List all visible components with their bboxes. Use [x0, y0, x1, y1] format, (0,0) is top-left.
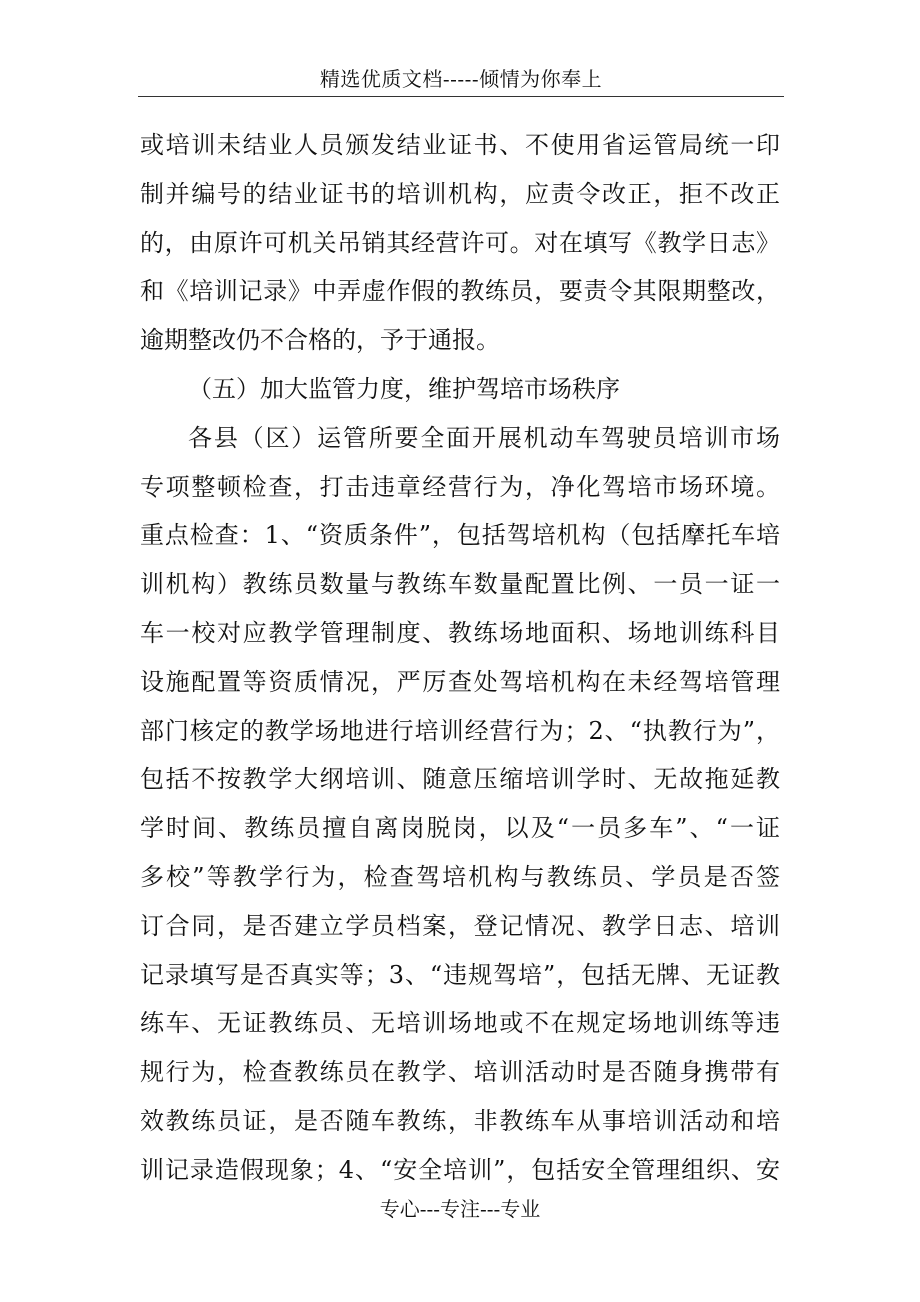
text-line: 专项整顿检查，打击违章经营行为，净化驾培市场环境。 [140, 472, 780, 501]
text-line: 记录填写是否真实等；3、“违规驾培”，包括无牌、无证教 [140, 960, 780, 989]
text-line: 部门核定的教学场地进行培训经营行为；2、“执教行为”， [140, 716, 780, 745]
text-line: 或培训未结业人员颁发结业证书、不使用省运管局统一印 [140, 131, 780, 159]
page-footer [0, 1196, 920, 1222]
text-line: 重点检查：1、“资质条件”，包括驾培机构（包括摩托车培 [140, 521, 780, 550]
text-line: 包括不按教学大纲培训、随意压缩培训学时、无故拖延教 [140, 765, 780, 794]
text-line: 各县（区）运管所要全面开展机动车驾驶员培训市场 [188, 423, 780, 452]
section-heading: （五）加大监管力度，维护驾培市场秩序 [188, 374, 620, 403]
text-line: 和《培训记录》中弄虚作假的教练员，要责令其限期整改， [140, 277, 780, 306]
text-line: 的，由原许可机关吊销其经营许可。对在填写《教学日志》 [140, 228, 780, 257]
header-text: 精选优质文档-----倾情为你奉上 [319, 67, 603, 91]
text-line: 学时间、教练员擅自离岗脱岗，以及“一员多车”、“一证 [140, 814, 780, 843]
text-line: 订合同，是否建立学员档案，登记情况、教学日志、培训 [140, 911, 780, 940]
page-header [138, 66, 784, 97]
text-line: 多校”等教学行为，检查驾培机构与教练员、学员是否签 [140, 862, 780, 891]
document-body [140, 121, 780, 1195]
text-line: 车一校对应教学管理制度、教练场地面积、场地训练科目 [140, 618, 780, 647]
text-line: 训机构）教练员数量与教练车数量配置比例、一员一证一 [140, 570, 780, 599]
text-line: 制并编号的结业证书的培训机构，应责令改正，拒不改正 [140, 179, 780, 208]
text-line: 规行为，检查教练员在教学、培训活动时是否随身携带有 [140, 1058, 780, 1087]
text-line: 练车、无证教练员、无培训场地或不在规定场地训练等违 [140, 1009, 780, 1038]
text-line: 设施配置等资质情况，严厉查处驾培机构在未经驾培管理 [140, 667, 780, 696]
text-line: 效教练员证，是否随车教练，非教练车从事培训活动和培 [140, 1106, 780, 1135]
text-line: 训记录造假现象；4、“安全培训”，包括安全管理组织、安 [140, 1155, 780, 1184]
footer-text: 专心---专注---专业 [379, 1197, 541, 1221]
text-line: 逾期整改仍不合格的，予于通报。 [140, 326, 500, 355]
